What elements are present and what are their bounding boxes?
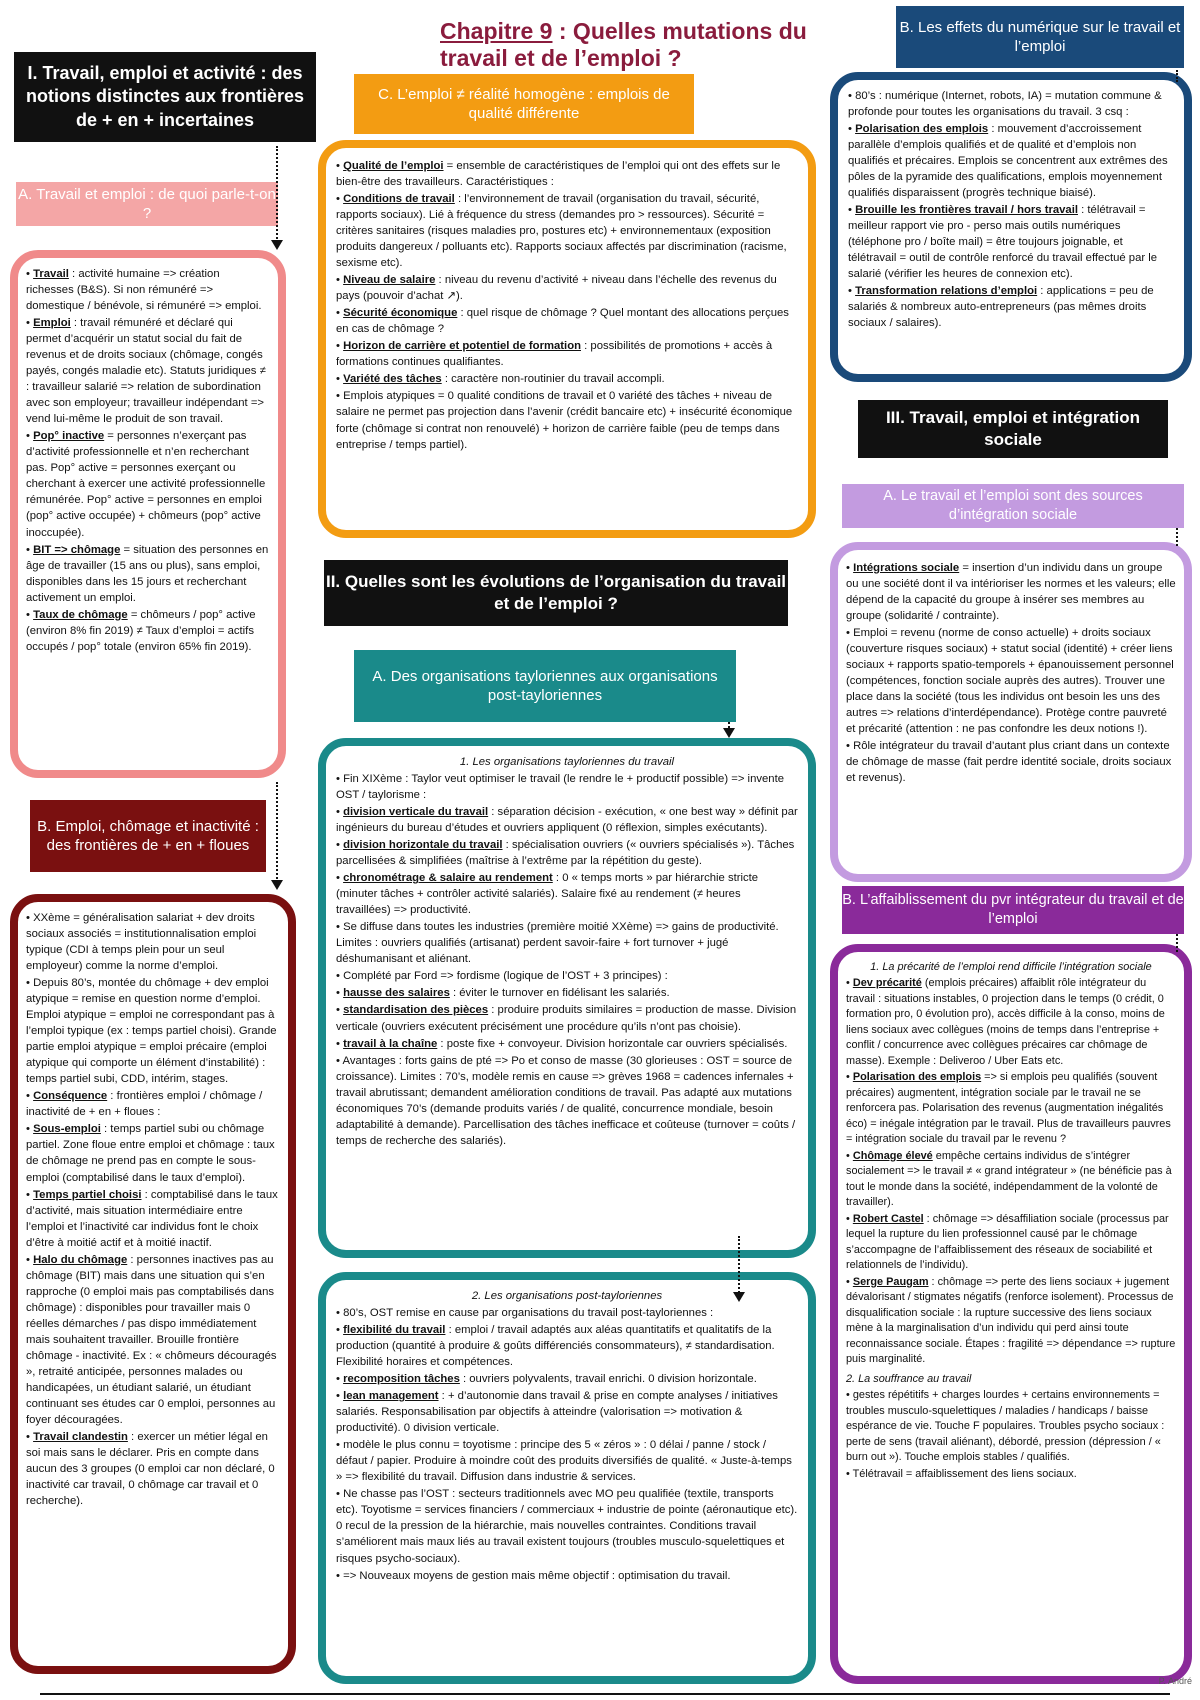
bullet-icon: •	[846, 1275, 853, 1288]
list-item-term: Travail clandestin	[33, 1431, 128, 1443]
list-item-term: division horizontale du travail	[343, 839, 503, 852]
list-item-term: Sécurité économique	[343, 307, 458, 320]
list-item-term: Robert Castel	[852, 1212, 924, 1225]
list-item	[336, 388, 798, 452]
list-item	[26, 910, 280, 974]
connector-arrowhead	[733, 1292, 745, 1302]
list-item	[26, 266, 270, 314]
section-3a-title: A. Le travail et l’emploi sont des sources d’intégration sociale	[883, 488, 1143, 523]
list-item	[846, 1275, 1176, 1368]
list-item-text: = situation des personnes en âge de travailler (15 ans ou plus), sans emploi, disponibles dans les 15 jours et recherchant activement un emploi.	[26, 543, 269, 604]
bullet-icon: •	[846, 1467, 853, 1480]
list-item-term: Polarisation des emplois	[855, 123, 989, 136]
connector-arrowhead	[271, 240, 283, 250]
list-item	[848, 283, 1174, 331]
list-item-term: division verticale du travail	[343, 806, 489, 819]
box-2a2-list	[336, 1305, 798, 1584]
bullet-icon: •	[846, 562, 854, 574]
list-item-term: BIT => chômage	[33, 543, 121, 556]
list-item-text: : poste fixe + convoyeur. Division horizontale car ouvriers spécialisés.	[437, 1037, 788, 1050]
bullet-icon: •	[336, 1373, 344, 1386]
list-item-term: Emploi	[33, 317, 71, 330]
section-1-header	[14, 52, 316, 142]
bullet-icon: •	[26, 1090, 34, 1103]
bullet-icon: •	[336, 390, 344, 403]
box-3b-subtitle2: 2. La souffrance au travail	[846, 1372, 972, 1385]
bullet-icon: •	[336, 970, 344, 983]
list-item-text: gestes répétitifs + charges lourdes + certains environnements = troubles musculo-squelettiques / maladies / handicaps / baisse espérance de vie. Touche F populaires. Troubles psycho sociaux : perte de sens (travail aliénant), débordé, pression (dépression / « burn out »). Touche emplois stables / qualifiés.	[846, 1389, 1165, 1464]
connector-arrowhead	[271, 880, 283, 890]
list-item-term: Variété des tâches	[343, 373, 442, 386]
box-2b	[830, 72, 1192, 382]
list-item	[26, 1088, 280, 1120]
box-3a	[830, 542, 1192, 882]
list-item-text: Emploi = revenu (norme de conso actuelle) + droits sociaux (couverture risques sociaux) + statut social (identité) + créer liens sociaux + rapports spatio-temporels + épanouissement personnel (compétences, fonction sociale auprès des autres). Trouver une place dans la société (tous les individus ont besoin les uns des autres => relations d’interdépendance). Protège contre pauvreté et précarité (attention : ne pas confondre les deux notions !).	[846, 627, 1174, 736]
bullet-icon: •	[336, 274, 344, 287]
list-item	[336, 1305, 798, 1321]
bullet-icon: •	[336, 806, 344, 819]
list-item	[336, 1486, 798, 1566]
connector-arrow	[276, 782, 278, 882]
list-item-text: = ensemble de caractéristiques de l’emploi qui ont des effets sur le bien-être des travailleurs. Caractéristiques :	[336, 160, 781, 189]
section-2a-header	[354, 650, 736, 722]
section-1a-header	[16, 182, 278, 226]
box-2a1	[318, 738, 816, 1258]
list-item	[848, 121, 1174, 201]
list-item-text: : l’environnement de travail (organisation du travail, sécurité, rapports sociaux). Lié à fréquence du stress (demandes pro > ressources). Sécurité = critères sanitaires (risques maladies pro, postures etc) + environnementaux (exposition produits dangereux / polluants etc). Rapports sociaux affectés par discrimination (racisme, sexisme etc).	[336, 193, 787, 270]
list-item	[336, 771, 798, 803]
bullet-icon: •	[846, 627, 854, 640]
list-item-term: Temps partiel choisi	[33, 1188, 142, 1201]
section-3b-title: B. L’affaiblissement du pvr intégrateur du travail et de l’emploi	[842, 892, 1184, 927]
section-1c-title: C. L’emploi ≠ réalité homogène : emplois de qualité différente	[378, 85, 670, 122]
list-item	[336, 804, 798, 836]
list-item-term: Niveau de salaire	[343, 274, 436, 287]
list-item-text: : + d’autonomie dans travail & prise en compte analyses / initiatives salariés. Responsabilisation par objectifs à atteindre (valorisation => motivation & productivité). 0 division verticale.	[336, 1390, 778, 1435]
list-item	[336, 1437, 798, 1485]
section-1b-title: B. Emploi, chômage et inactivité : des frontières de + en + floues	[37, 817, 259, 854]
connector-arrow	[1176, 70, 1178, 82]
bullet-icon: •	[336, 1307, 344, 1320]
list-item-text: Complété par Ford => fordisme (logique de l’OST + 3 principes) :	[343, 970, 668, 983]
box-2a2	[318, 1272, 816, 1684]
box-3b-list1	[846, 976, 1176, 1367]
list-item	[336, 1568, 798, 1584]
bullet-icon: •	[846, 1212, 853, 1225]
section-3-title: III. Travail, emploi et intégration sociale	[885, 407, 1141, 449]
list-item-text: : activité humaine => création richesses (B&S). Si non rémunéré => domestique / bénévole, si rémunéré => emploi.	[26, 268, 262, 313]
list-item	[848, 202, 1174, 282]
bullet-icon: •	[26, 1431, 34, 1443]
box-1c	[318, 140, 816, 538]
list-item-text: : emploi / travail adaptés aux aléas quantitatifs et qualitatifs de la production (quantité à produire & goûts différenciés consommateurs), ≠ standardisation. Flexibilité horaires et compétences.	[336, 1324, 775, 1369]
list-item	[26, 1252, 280, 1428]
bullet-icon: •	[336, 872, 344, 885]
list-item	[26, 542, 270, 606]
section-2-header	[324, 560, 788, 626]
list-item	[336, 1036, 798, 1052]
list-item-text: Fin XIXème : Taylor veut optimiser le travail (le rendre le + productif possible) => invente OST / taylorisme :	[336, 773, 784, 802]
bullet-icon: •	[848, 285, 856, 298]
list-item	[336, 1388, 798, 1436]
list-item-text: : comptabilisé dans le taux d’activité, mais situation intermédiaire entre l’emploi et l’inactivité car individus font le choix d’être à moitié actif et à moitié inactif.	[26, 1188, 278, 1249]
bullet-icon: •	[26, 268, 34, 280]
list-item-term: Taux de chômage	[33, 608, 128, 621]
box-2a1-subtitle: 1. Les organisations tayloriennes du travail	[459, 756, 675, 768]
list-item	[846, 976, 1176, 1069]
author-signature: P. André	[1158, 1676, 1192, 1686]
section-3-header	[858, 400, 1168, 458]
bullet-icon: •	[336, 160, 344, 172]
list-item-term: Transformation relations d’emploi	[855, 285, 1038, 298]
list-item	[336, 1371, 798, 1387]
list-item-text: : chômage => perte des liens sociaux + jugement dévalorisant / stigmates négatifs (renforce isolement). Processus de disqualification sociale : la rupture successive des liens sociaux mène à la marginalisation d’un individu qui perd ainsi toute reconnaissance sociale. Étapes : fragilité => dépendance => rupture puis marginalité.	[846, 1275, 1176, 1366]
list-item-text: : mouvement d’accroissement parallèle d’emplois qualifiés et de qualité et d’emplois non qualifiés et précaires. Emplois se concentrent aux extrêmes des pôles de la pyramide des qualifications, emplois moyennement qualifiés disparaissent (progrès technique biaisé).	[848, 123, 1168, 200]
list-item-term: Chômage élevé	[852, 1149, 933, 1162]
list-item-text: : personnes inactives pas au chômage (BIT) mais dans une situation qui s’en rapproche (0 emploi mais pas comptabilisés dans chômage) : disponibles pour travailler mais 0 réelles démarches / pas dispo immédiatement mais souhaitent travailler. Brouille frontière chômage - inactivité. Ex : « chômeurs découragés », retraité anticipée, personnes malades ou handicapées, un étudiant salarié, un étudiant continuant ses études car 0 emploi, personnes au foyer découragées.	[26, 1253, 277, 1426]
bullet-icon: •	[336, 307, 344, 320]
list-item	[846, 738, 1176, 786]
connector-arrow	[1176, 934, 1178, 952]
list-item	[26, 315, 270, 427]
section-2-title: II. Quelles sont les évolutions de l’organisation du travail et de l’emploi ?	[325, 571, 787, 613]
box-1b	[10, 894, 296, 1674]
list-item-text: = personnes n’exerçant pas d’activité professionnelle et n’en recherchant pas. Pop° active = personnes exerçant ou cherchant à exercer une activité professionnelle rémunérée. Pop° active = personnes en emploi (pop° active occupée) + chômeurs (pop° active inoccupée).	[26, 430, 266, 539]
bullet-icon: •	[336, 1054, 343, 1067]
list-item	[336, 919, 798, 967]
list-item-text: empêche certains individus de s’intégrer socialement => le travail ≠ « grand intégrateur » (ne bénéficie pas à tout le monde dans la société, indépendamment de la volonté de travailler).	[846, 1149, 1172, 1209]
bullet-icon: •	[846, 740, 854, 753]
list-item	[336, 338, 798, 370]
list-item-text: XXème = généralisation salariat + dev droits sociaux associés = institutionnalisation emploi typique (CDI à temps plein pour un seul employeur) comme la norme d’emploi.	[26, 912, 257, 973]
list-item-text: : exercer un métier légal en soi mais sans le déclarer. Pris en compte dans aucun des 3 groupes (0 emploi car non déclaré, 0 inactivité car travail, 0 chômage car travail et 0 recherche).	[26, 1431, 275, 1508]
list-item-text: : caractère non-routinier du travail accompli.	[441, 373, 665, 386]
list-item-text: = insertion d’un individu dans un groupe ou une société dont il va intérioriser les normes et les valeurs; elle dépend de la capacité du groupe à insérer ses membres au groupe (solidarité / contrainte).	[846, 562, 1176, 623]
bullet-icon: •	[336, 987, 344, 1000]
list-item	[336, 1053, 798, 1149]
list-item	[26, 1429, 280, 1509]
bullet-icon: •	[848, 204, 856, 217]
connector-arrow	[1176, 528, 1178, 546]
list-item	[336, 191, 798, 271]
list-item-text: : éviter le turnover en fidélisant les salariés.	[449, 987, 670, 1000]
bullet-icon: •	[336, 1569, 344, 1582]
list-item-term: chronométrage & salaire au rendement	[343, 872, 553, 885]
list-item-text: Depuis 80’s, montée du chômage + dev emploi atypique = remise en question norme d’emploi. Emploi atypique = emploi ne correspondant pas à l’emploi typique (ex : temps partiel choisi). Grande partie emploi atypique = emploi précaire (emploi atypique qui comporte un élément d’instabilité) : temps partiel subi, CDD, intérim, stages.	[26, 977, 277, 1086]
list-item	[846, 1149, 1176, 1211]
list-item-term: Horizon de carrière et potentiel de formation	[343, 340, 581, 353]
list-item-text: : temps partiel subi ou chômage partiel. Zone floue entre emploi et chômage : taux de chômage ne prend pas en compte le sous-emploi (comptabilisé dans le taux d’emploi).	[26, 1123, 275, 1184]
list-item	[336, 272, 798, 304]
bullet-icon: •	[26, 912, 34, 924]
bullet-icon: •	[26, 1123, 34, 1136]
list-item	[846, 1467, 1176, 1482]
list-item-text: : télétravail = meilleur rapport vie pro - perso mais outils numériques (téléphone pro / boîte mail) = être toujours joignable, et télétravail = outil de contrôle renforcé du travail effectué par le salarié (vérifier les heures de connexion etc).	[848, 204, 1158, 281]
section-3b-header	[842, 886, 1184, 934]
section-2b-title: B. Les effets du numérique sur le travail et l’emploi	[899, 18, 1181, 55]
list-item	[846, 625, 1176, 737]
connector-arrowhead	[723, 728, 735, 738]
list-item-text: Télétravail = affaiblissement des liens sociaux.	[852, 1467, 1077, 1480]
list-item	[336, 371, 798, 387]
list-item-term: lean management	[343, 1390, 439, 1403]
list-item-term: recomposition tâches	[343, 1373, 460, 1386]
list-item-text: : séparation décision - exécution, « one best way » définit par ingénieurs du bureau d’études et ouvriers appliquent (0 réflexion, simples exécutants).	[336, 806, 798, 835]
list-item-text: 80’s, OST remise en cause par organisations du travail post-tayloriennes :	[343, 1307, 714, 1320]
list-item-term: Dev précarité	[852, 977, 922, 990]
list-item	[26, 1187, 280, 1251]
bullet-icon: •	[336, 1004, 344, 1017]
bullet-icon: •	[336, 1390, 344, 1403]
bullet-icon: •	[26, 1188, 34, 1201]
list-item	[26, 428, 270, 540]
list-item-text: : travail rémunéré et déclaré qui permet d’acquérir un statut social du fait de revenus et de droits sociaux (chômage, congés payés, congés maladie etc). Statuts juridiques ≠ : travailleur salarié => relation de subordination avec son employeur; travailleur indépendant => vend lui-même le produit de son travail.	[26, 317, 266, 426]
list-item-text: : niveau du revenu d’activité + niveau dans l’échelle des revenus du pays (pouvoir d’achat ↗).	[336, 274, 777, 303]
box-3b-list2	[846, 1388, 1176, 1482]
list-item-text: : possibilités de promotions + accès à formations continues qualifiantes.	[336, 340, 773, 369]
bullet-icon: •	[26, 543, 34, 556]
list-item-text: : produire produits similaires = production de masse. Division verticale (ouvriers exécutent précisément une procédure qu’ils n’ont pas choisie).	[336, 1004, 797, 1033]
list-item-text: => Nouveaux moyens de gestion mais même objectif : optimisation du travail.	[343, 1569, 731, 1582]
list-item-term: Conditions de travail	[343, 193, 455, 206]
bullet-icon: •	[846, 1071, 853, 1084]
list-item	[846, 1212, 1176, 1274]
list-item-term: Serge Paugam	[852, 1275, 929, 1288]
bullet-icon: •	[336, 773, 344, 786]
list-item	[336, 1002, 798, 1034]
bullet-icon: •	[336, 193, 344, 206]
list-item	[26, 607, 270, 655]
bullet-icon: •	[26, 317, 34, 330]
bullet-icon: •	[336, 1324, 344, 1337]
list-item-text: : 0 « temps morts » par hiérarchie stricte (minuter tâches + contrôler activité salariés). Salaire fixé au rendement (≠ heures travaillées) => productivité.	[336, 872, 759, 917]
list-item	[336, 985, 798, 1001]
bullet-icon: •	[336, 921, 344, 934]
bullet-icon: •	[336, 1488, 344, 1501]
list-item-term: Intégrations sociale	[853, 562, 960, 574]
connector-arrow	[738, 1236, 740, 1296]
bullet-icon: •	[26, 430, 34, 443]
bullet-icon: •	[26, 977, 34, 990]
bullet-icon: •	[846, 977, 853, 990]
list-item-text: : chômage => désaffiliation sociale (processus par lequel la rupture du lien professionnel causé par le chômage s’accompagne de l’affaiblissement des réseaux de sociabilité et relationnels de l’individu).	[846, 1212, 1169, 1272]
list-item-text: Rôle intégrateur du travail d’autant plus criant dans un contexte de chômage de masse (fait perdre identité sociale, droits sociaux et revenus).	[846, 740, 1172, 785]
list-item-text: : quel risque de chômage ? Quel montant des allocations perçues en cas de chômage ?	[336, 307, 789, 336]
box-2a1-list	[336, 771, 798, 1149]
list-item-text: => si emplois peu qualifiés (souvent précaires) augmentent, intégration sociale par le travail ne se renforcera pas. Polarisation des revenus (augmentation inégalités éco) = inégale intégration par le travail. Plus de travailleurs pauvres = intégration sociale du travail par le revenu ?	[846, 1071, 1171, 1146]
list-item-term: Pop° inactive	[33, 430, 105, 443]
box-1b-list	[26, 910, 280, 1509]
section-2b-header	[896, 6, 1184, 68]
bullet-icon: •	[848, 123, 856, 136]
list-item	[846, 560, 1176, 624]
list-item	[336, 837, 798, 869]
bullet-icon: •	[846, 1149, 853, 1162]
list-item	[336, 870, 798, 918]
section-1b-header	[30, 800, 266, 872]
section-1c-header	[354, 74, 694, 134]
list-item-text: modèle le plus connu = toyotisme : principe des 5 « zéros » : 0 délai / panne / stock / défaut / papier. Produire à moindre coût des produits diversifiés de qualité. « Juste-à-temps » => flexibilité du travail. Diffusion dans industrie & services.	[336, 1439, 792, 1484]
list-item-term: Halo du chômage	[33, 1253, 128, 1266]
list-item-term: travail à la chaîne	[343, 1037, 438, 1050]
section-2a-title: A. Des organisations tayloriennes aux organisations post-tayloriennes	[372, 667, 718, 704]
box-1a	[10, 250, 286, 778]
list-item-term: flexibilité du travail	[343, 1324, 446, 1337]
connector-arrow	[276, 146, 278, 246]
bullet-icon: •	[336, 1439, 344, 1452]
list-item	[848, 88, 1174, 120]
list-item-text: Avantages : forts gains de pté => Po et conso de masse (30 glorieuses : OST = source de croissance). Limites : 70’s, modèle remis en cause => grèves 1968 = cadences infernales + travail abrutissant; demandent amélioration conditions de travail. Pas adapté aux mutations économiques 70’s (demande produits variés / de qualité, concurrence mondiale, besoin adaptabilité à demande). Parcellisation des tâches inefficace et coûteuse (turnover = coûts / temps de recherche des salariés).	[336, 1054, 796, 1147]
list-item-text: : frontières emploi / chômage / inactivité de + en + floues :	[26, 1090, 263, 1119]
list-item-term: Conséquence	[33, 1090, 108, 1103]
section-1a-title: A. Travail et emploi : de quoi parle-t-on ?	[18, 185, 276, 222]
box-3a-list	[846, 560, 1176, 786]
bullet-icon: •	[336, 1037, 344, 1050]
bullet-icon: •	[848, 90, 856, 102]
list-item	[336, 305, 798, 337]
box-3b	[830, 944, 1192, 1684]
list-item-text: Ne chasse pas l’OST : secteurs traditionnels avec MO peu qualifiée (textile, transports etc). Toyotisme = services financiers / commerciaux + industrie de pointe (aéronautique etc). 0 recul de la pression de la hiérarchie, mais nouvelles contraintes. Conditions travail s’améliorent mais maux liés au travail existent toujours (troubles musculo-squelettiques et risques psycho-sociaux).	[336, 1488, 798, 1565]
list-item	[846, 1388, 1176, 1465]
bullet-icon: •	[336, 373, 344, 386]
section-3a-header	[842, 484, 1184, 528]
list-item-term: Travail	[33, 268, 69, 280]
list-item-term: Sous-emploi	[33, 1123, 101, 1136]
list-item-term: hausse des salaires	[343, 987, 450, 1000]
box-2a2-subtitle: 2. Les organisations post-tayloriennes	[471, 1290, 663, 1302]
list-item-term: Polarisation des emplois	[852, 1071, 982, 1084]
list-item	[336, 968, 798, 984]
footer-line	[40, 1693, 1170, 1695]
list-item	[26, 1121, 280, 1185]
list-item	[26, 975, 280, 1087]
bullet-icon: •	[336, 839, 344, 852]
box-1a-list	[26, 266, 270, 655]
list-item-text: 80’s : numérique (Internet, robots, IA) = mutation commune & profonde pour toutes les organisations du travail. 3 csq :	[848, 90, 1162, 119]
bullet-icon: •	[26, 608, 34, 621]
box-3b-subtitle1: 1. La précarité de l’emploi rend difficile l’intégration sociale	[870, 961, 1152, 973]
list-item-term: Brouille les frontières travail / hors travail	[855, 204, 1078, 217]
list-item-text: : ouvriers polyvalents, travail enrichi. 0 division horizontale.	[459, 1373, 757, 1386]
list-item-text: : spécialisation ouvriers (« ouvriers spécialisés »). Tâches parcellisées & simplifiées (maîtrise à l’extrême par la répétition du geste).	[336, 839, 795, 868]
list-item	[336, 1322, 798, 1370]
page-title	[440, 18, 860, 72]
title-question: : Quelles mutations du travail et de l’emploi ?	[440, 18, 807, 71]
section-1-title: I. Travail, emploi et activité : des notions distinctes aux frontières de + en + incertaines	[25, 62, 305, 130]
list-item-term: standardisation des pièces	[343, 1004, 489, 1017]
list-item-text: = chômeurs / pop° active (environ 8% fin 2019) ≠ Taux d’emploi = actifs occupés / pop° totale (environ 65% fin 2019).	[26, 608, 256, 653]
bullet-icon: •	[846, 1389, 853, 1402]
bullet-icon: •	[336, 340, 344, 353]
box-1c-list	[336, 158, 798, 453]
list-item-text: : applications = peu de salariés & nombreux auto-entrepreneurs (pas mêmes droits sociaux / salaires).	[848, 285, 1154, 330]
list-item-text: Se diffuse dans toutes les industries (première moitié XXème) => gains de productivité. Limites : ouvriers qualifiés (artisanat) perdent savoir-faire + fort turnover + jugé déshumanisant et aliénant.	[336, 921, 779, 966]
list-item-term: Qualité de l’emploi	[343, 160, 444, 172]
box-2b-list	[848, 88, 1174, 331]
list-item	[846, 1070, 1176, 1147]
title-chapter: Chapitre 9	[440, 18, 553, 44]
list-item	[336, 158, 798, 190]
list-item-text: Emplois atypiques = 0 qualité conditions de travail et 0 variété des tâches + niveau de salaire ne permet pas projection dans l’avenir (crédit bancaire etc) + insécurité économique forte (chômage si contrat non renouvelé) + horizon de carrière faible (peu de temps dans entreprise / temps partiel).	[336, 390, 793, 451]
bullet-icon: •	[26, 1253, 34, 1266]
list-item-text: (emplois précaires) affaiblit rôle intégrateur du travail : situations instables, 0 projection dans le temps (0 crédit, 0 formation pro, 0 évolution pro), accès difficile à la conso, moins de liens sociaux avec collègues (moins de temps dans l’entreprise + conflit / concurrence avec collègues précaires car chômage de masse). Exemple : Deliveroo / Uber Eats etc.	[846, 977, 1165, 1067]
